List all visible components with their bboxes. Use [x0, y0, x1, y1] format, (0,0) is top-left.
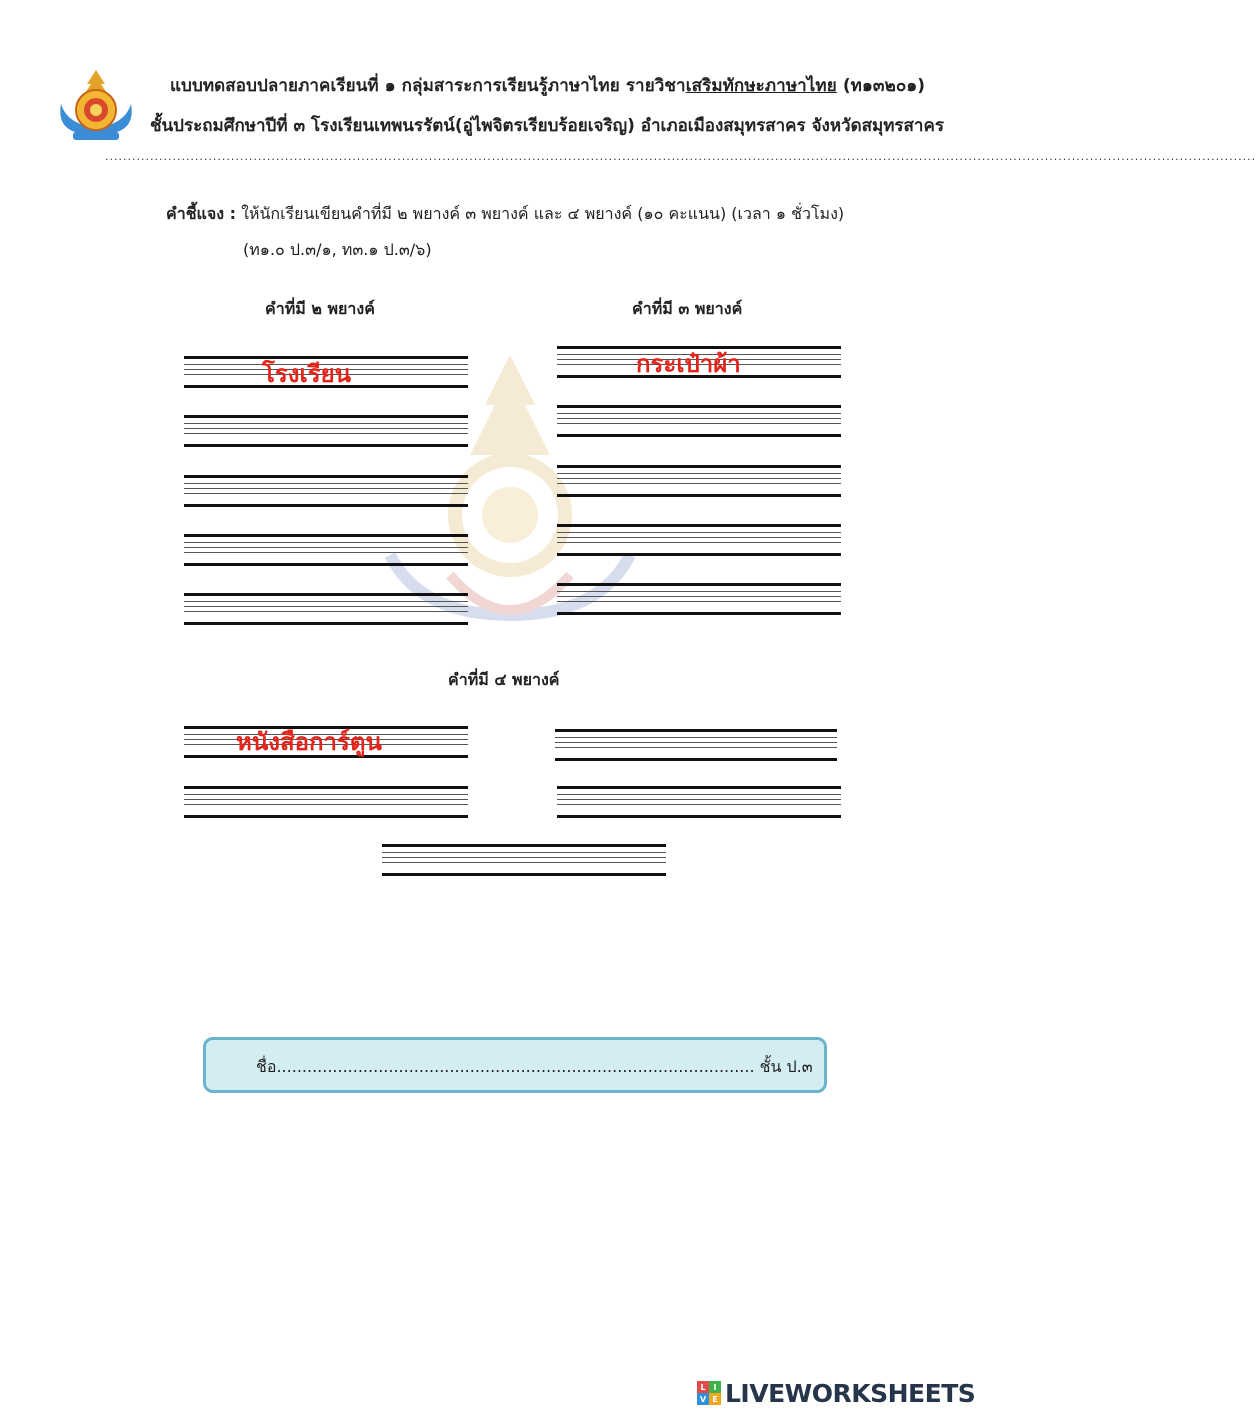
answer-two-syllable-1: โรงเรียน: [262, 360, 352, 388]
header-subject: เสริมทักษะภาษาไทย: [685, 76, 837, 96]
brand-mark-letter: I: [709, 1381, 721, 1393]
brand-text: LIVEWORKSHEETS: [725, 1378, 976, 1408]
watermark-emblem: [360, 345, 660, 675]
writing-line-two-2[interactable]: [184, 415, 468, 447]
writing-line-two-3[interactable]: [184, 475, 468, 507]
name-field-label[interactable]: ชื่อ.............................................................................................. ชั้น ป.๓: [256, 1057, 813, 1076]
header-title-line1: [170, 72, 925, 99]
school-logo: [55, 66, 137, 148]
writing-line-two-5[interactable]: [184, 593, 468, 625]
header-title-line2: ชั้นประถมศึกษาปีที่ ๓ โรงเรียนเทพนรรัตน์(อู่ไพจิตรเรียบร้อยเจริญ) อำเภอเมืองสมุทรสาคร จังหวัดสมุทรสาคร: [150, 116, 944, 136]
writing-line-four-3[interactable]: [184, 786, 468, 818]
instructions-indicators: (ท๑.๐ ป.๓/๑, ท๓.๑ ป.๓/๖): [243, 240, 432, 259]
writing-line-three-4[interactable]: [557, 524, 841, 556]
writing-line-four-5[interactable]: [382, 844, 666, 876]
instructions: [166, 202, 844, 227]
writing-line-three-3[interactable]: [557, 465, 841, 497]
header-dotted-separator: ................................................................................................................................................................................................................................................................: [105, 150, 1256, 163]
writing-line-four-2[interactable]: [555, 729, 837, 761]
brand-mark-letter: E: [709, 1393, 721, 1405]
instructions-text: ให้นักเรียนเขียนคำที่มี ๒ พยางค์ ๓ พยางค์ และ ๔ พยางค์ (๑๐ คะแนน) (เวลา ๑ ชั่วโมง): [236, 204, 845, 223]
brand-mark-letter: V: [697, 1393, 709, 1405]
answer-three-syllable-1: กระเป๋าผ้า: [636, 350, 741, 378]
section-title-three-syllable: คำที่มี ๓ พยางค์: [632, 299, 743, 318]
header-subject-code: (ท๑๓๒๐๑): [836, 76, 926, 96]
writing-line-two-4[interactable]: [184, 534, 468, 566]
writing-line-three-2[interactable]: [557, 405, 841, 437]
writing-line-three-5[interactable]: [557, 583, 841, 615]
instructions-label: คำชี้แจง :: [166, 204, 237, 223]
section-title-two-syllable: คำที่มี ๒ พยางค์: [265, 299, 375, 318]
liveworksheets-logo: [697, 1378, 975, 1408]
section-title-four-syllable: คำที่มี ๔ พยางค์: [448, 670, 560, 689]
answer-four-syllable-1: หนังสือการ์ตูน: [236, 728, 382, 756]
brand-mark-letter: L: [697, 1381, 709, 1393]
header-line1-text: แบบทดสอบปลายภาคเรียนที่ ๑ กลุ่มสาระการเรียนรู้ภาษาไทย รายวิชา: [170, 76, 686, 96]
brand-mark-icon: [697, 1381, 721, 1405]
writing-line-four-4[interactable]: [557, 786, 841, 818]
